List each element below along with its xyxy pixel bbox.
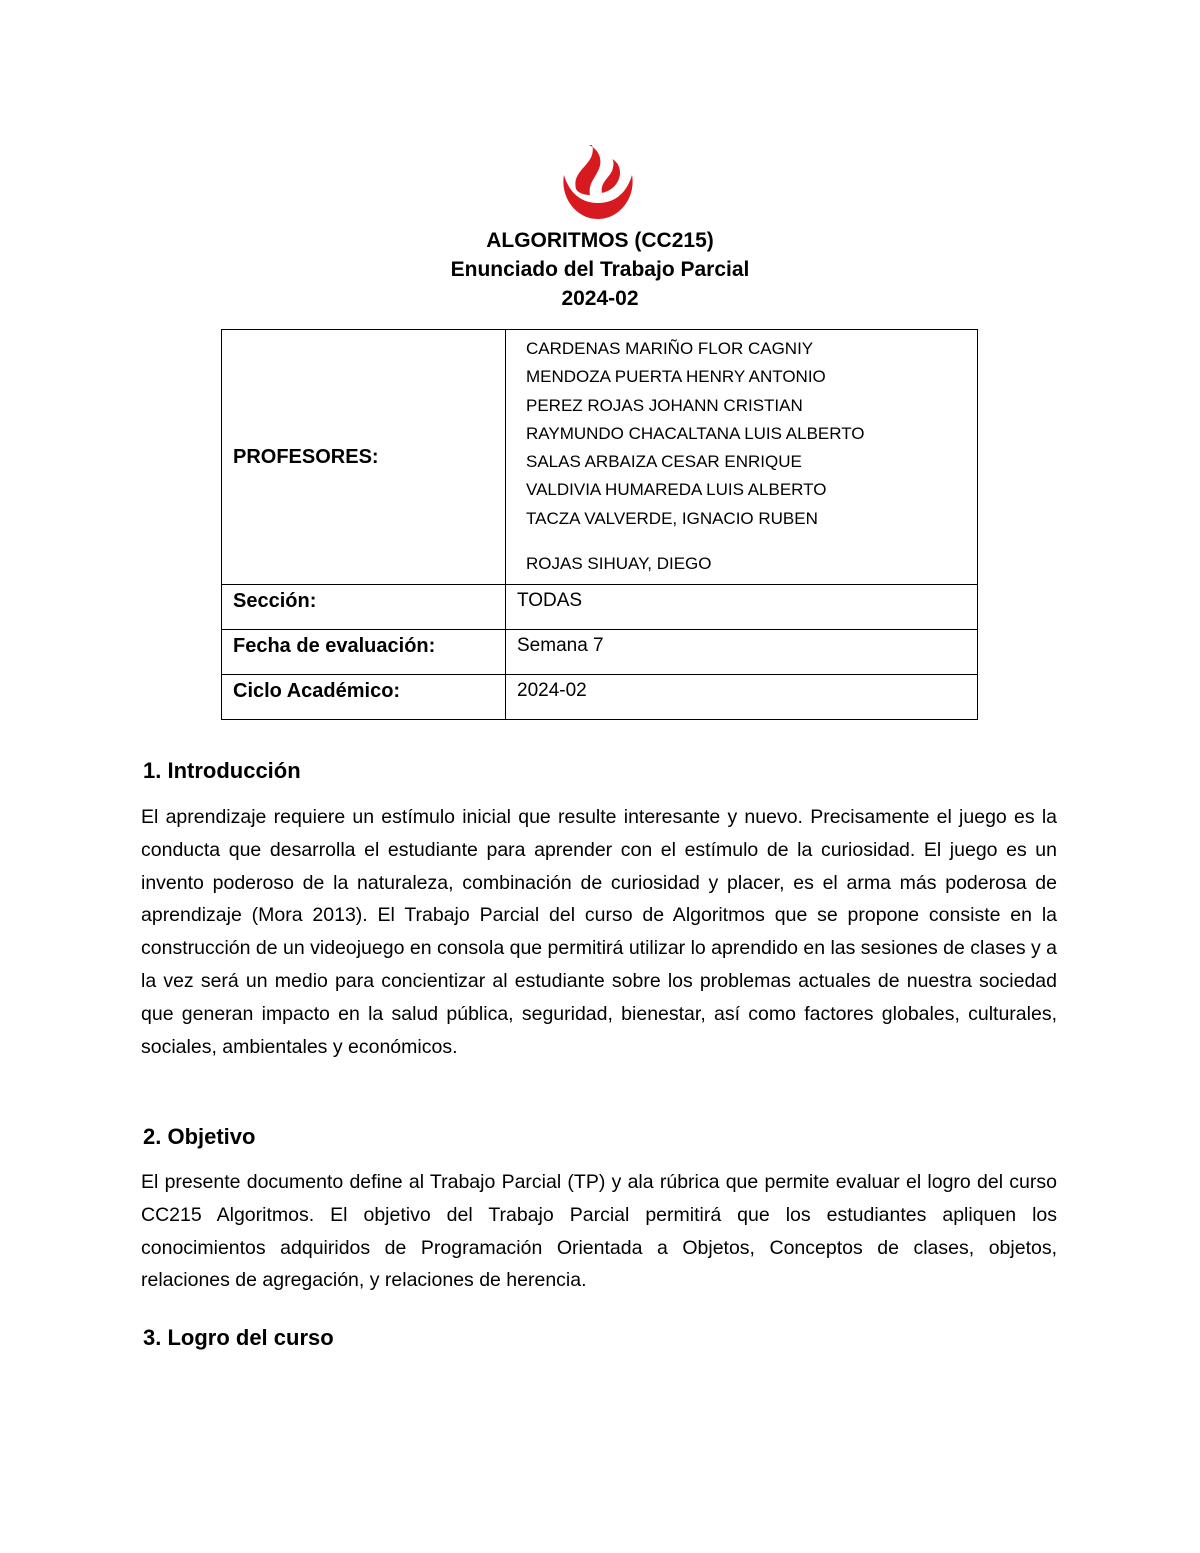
profesor-item: ROJAS SIHUAY, DIEGO (526, 554, 712, 574)
objetivo-heading: 2. Objetivo (143, 1124, 256, 1149)
profesor-item: MENDOZA PUERTA HENRY ANTONIO (526, 367, 826, 387)
document-title-block (0, 226, 1200, 313)
info-table (221, 329, 978, 720)
logro-heading: 3. Logro del curso (143, 1325, 334, 1350)
ciclo-value: 2024-02 (506, 675, 978, 720)
profesor-item: SALAS ARBAIZA CESAR ENRIQUE (526, 452, 802, 472)
table-row-ciclo (222, 675, 978, 720)
fecha-label: Fecha de evaluación: (222, 630, 506, 675)
table-row-seccion (222, 585, 978, 630)
intro-paragraph: El aprendizaje requiere un estímulo inicial que resulte interesante y nuevo. Precisamente el juego es la conducta que desarrolla el estudiante para aprender con el estímulo de la curiosidad. El juego es un invento poderoso de la naturaleza, combinación de curiosidad y placer, es el arma más poderosa de aprendizaje (Mora 2013). El Trabajo Parcial del curso de Algoritmos que se propone consiste en la construcción de un videojuego en consola que permitirá utilizar lo aprendido en las sesiones de clases y a la vez será un medio para concientizar al estudiante sobre los problemas actuales de nuestra sociedad que generan impacto en la salud pública, seguridad, bienestar, así como factores globales, culturales, sociales, ambientales y económicos. (141, 806, 1057, 1058)
profesores-label: PROFESORES: (222, 330, 506, 585)
document-period: 2024-02 (561, 287, 639, 310)
course-title: ALGORITMOS (CC215) (486, 229, 714, 252)
upc-logo-icon (558, 145, 638, 225)
table-row-profesores (222, 330, 978, 585)
profesor-item: TACZA VALVERDE, IGNACIO RUBEN (526, 508, 818, 528)
document-subtitle: Enunciado del Trabajo Parcial (450, 258, 750, 281)
table-row-fecha (222, 630, 978, 675)
objetivo-paragraph: El presente documento define al Trabajo Parcial (TP) y ala rúbrica que permite evaluar el logro del curso CC215 Algoritmos. El objetivo del Trabajo Parcial permitirá que los estudiantes apliquen los conocimientos adquiridos de Programación Orientada a Objetos, Conceptos de clases, objetos, relaciones de agregación, y relaciones de herencia. (141, 1171, 1057, 1292)
profesores-cell (506, 330, 978, 585)
profesor-item: PEREZ ROJAS JOHANN CRISTIAN (526, 395, 803, 415)
intro-heading: 1. Introducción (143, 758, 301, 783)
profesor-item: VALDIVIA HUMAREDA LUIS ALBERTO (526, 480, 827, 500)
fecha-value: Semana 7 (506, 630, 978, 675)
seccion-label: Sección: (222, 585, 506, 630)
ciclo-label: Ciclo Académico: (222, 675, 506, 720)
profesores-list (517, 330, 977, 578)
profesor-item: CARDENAS MARIÑO FLOR CAGNIY (526, 339, 814, 358)
profesor-item: RAYMUNDO CHACALTANA LUIS ALBERTO (526, 423, 865, 443)
seccion-value: TODAS (506, 585, 978, 630)
